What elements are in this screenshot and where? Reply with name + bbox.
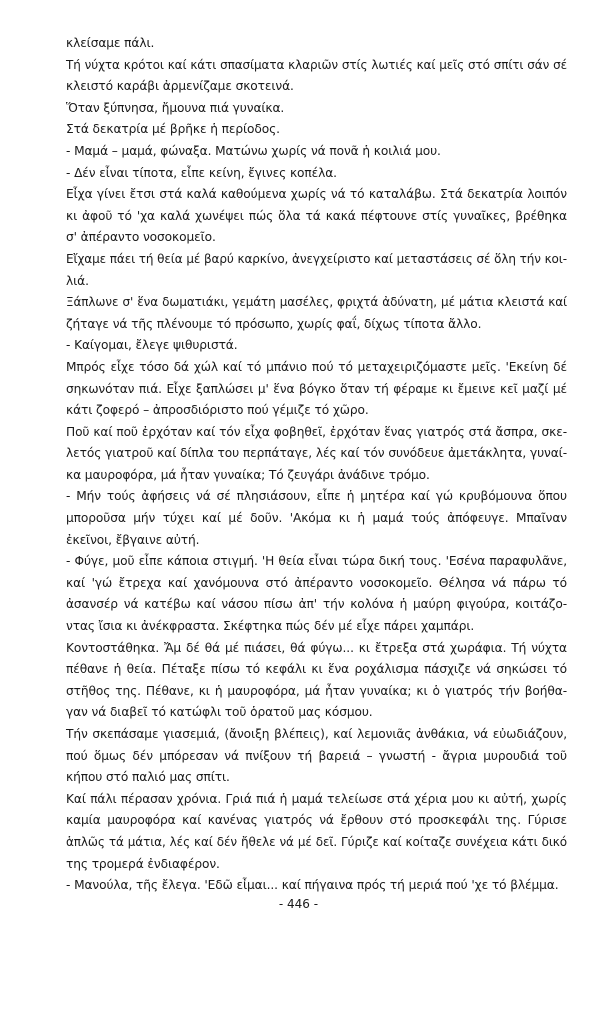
page-body — [66, 33, 567, 897]
text-line: λιά. — [66, 273, 89, 288]
text-line: κλείσαμε πάλι. — [66, 36, 155, 50]
text-line: καμία μαυροφόρα καί κανένας γιατρός νά ἔρθουν στό προσκεφάλι της. Γύρισε — [66, 813, 567, 828]
text-line: σηκωνόταν πιά. Εἶχε ξαπλώσει μ' ἕνα βόγκο ὅταν τή φέραμε κι ἔμεινε κεῖ μαζί μέ — [66, 381, 567, 396]
text-line: Εἶχα γίνει ἔτσι στά καλά καθούμενα χωρίς νά τό καταλάβω. Στά δεκατρία λοιπόν — [66, 187, 567, 202]
text-line: - Φύγε, μοῦ εἶπε κάποια στιγμή. 'Η θεία εἶναι τώρα δική τους. 'Εσένα παραφυλᾶνε, — [66, 554, 567, 569]
text-line: κάτι ζοφερό – ἀπροσδιόριστο πού γέμιζε τό χῶρο. — [66, 403, 369, 418]
text-line: της τρομερά ἐνδιαφέρον. — [66, 856, 220, 871]
text-line: - Καίγομαι, ἔλεγε ψιθυριστά. — [66, 338, 238, 353]
text-line: Τήν σκεπάσαμε γιασεμιά, (ἄνοιξη βλέπεις), καί λεμονιᾶς ἀνθάκια, νά εὐωδιάζουν, — [66, 727, 567, 741]
text-line: - Μήν τούς ἀφήσεις νά σέ πλησιάσουν, εἶπε ἡ μητέρα καί γώ κρυβόμουνα ὅπου — [66, 489, 567, 504]
text-line: ἐκεῖνοι, ἔβγαινε αὐτή. — [66, 532, 200, 547]
text-line: ἁπλῶς τά μάτια, λές καί δέν ἤθελε νά μέ δεῖ. Γύριζε καί κοίταζε συνέχεια κάτι δικό — [66, 834, 567, 849]
text-line: Ποῦ καί ποῦ ἐρχόταν καί τόν εἶχα φοβηθεῖ, ἐρχόταν ἕνας γιατρός στά ἄσπρα, σκε- — [66, 424, 567, 439]
text-line: ἀσανσέρ νά κατέβω καί νάσου πίσω ἀπ' τήν κολόνα ἡ μαύρη φιγούρα, κοιτάζο- — [66, 597, 567, 612]
text-line: Στά δεκατρία μέ βρῆκε ἡ περίοδος. — [66, 122, 280, 137]
text-line: πέθανε ἡ θεία. Πέταξε πίσω τό κεφάλι κι ἕνα ροχάλισμα πάσχιζε νά σηκώσει τό — [66, 662, 567, 677]
text-line: γαν νά διαβεῖ τό κατώφλι τοῦ ὁρατοῦ μας κόσμου. — [66, 705, 373, 720]
page-number: - 446 - — [278, 897, 319, 911]
text-line: κι ἀφοῦ τό 'χα καλά χωνέψει πώς ὅλα τά κακά πέφτουνε στίς γυναῖκες, βρέθηκα — [66, 208, 567, 223]
text-line: Κοντοστάθηκα. Ἄμ δέ θά μέ πιάσει, θά φύγω... κι ἔτρεξα στά χωράφια. Τή νύχτα — [66, 640, 567, 655]
text-line: Μπρός εἶχε τόσο δά χώλ καί τό μπάνιο πού τό μεταχειριζόμαστε μεῖς. 'Εκείνη δέ — [66, 359, 567, 374]
text-line: πού ὅμως δέν μπόρεσαν νά πνίξουν τή βαρειά – γνωστή - ἄγρια μυρουδιά τοῦ — [66, 748, 567, 763]
text-line: - Μανούλα, τῆς ἔλεγα. 'Εδῶ εἶμαι... καί πήγαινα πρός τή μεριά πού 'χε τό βλέμμα. — [66, 878, 559, 893]
text-line: Ξάπλωνε σ' ἕνα δωματιάκι, γεμάτη μασέλες, φριχτά ἀδύνατη, μέ μάτια κλειστά καί — [66, 295, 567, 310]
text-line: σ' ἀπέραντο νοσοκομεῖο. — [66, 230, 216, 245]
text-line: Τή νύχτα κρότοι καί κάτι σπασίματα κλαριῶν στίς λωτιές καί μεῖς στό σπίτι σάν σέ — [66, 57, 567, 72]
text-line: κήπου στό παλιό μας σπίτι. — [66, 770, 230, 785]
text-line: στῆθος της. Πέθανε, κι ἡ μαυροφόρα, μά ἦταν γυναίκα; κι ὁ γιατρός τήν βοήθα- — [66, 683, 567, 698]
text-line: λετός γιατροῦ καί δίπλα του περπάταγε, λές καί τόν συνόδευε ἀμετάκλητα, γυναί- — [66, 446, 567, 461]
text-line: Εἴχαμε πάει τή θεία μέ βαρύ καρκίνο, ἀνεγχείριστο καί μεταστάσεις σέ ὅλη τήν κοι- — [66, 251, 567, 266]
text-line: Καί πάλι πέρασαν χρόνια. Γριά πιά ἡ μαμά τελείωσε στά χέρια μου κι αὐτή, χωρίς — [66, 791, 567, 806]
text-line: καί 'γώ ἔτρεχα καί χανόμουνα στό ἀπέραντο νοσοκομεῖο. Θέλησα νά πάρω τό — [66, 575, 567, 590]
text-line: Ὅταν ξύπνησα, ἤμουνα πιά γυναίκα. — [66, 100, 285, 115]
text-line: κλειστό καράβι ἀρμενίζαμε σκοτεινά. — [66, 79, 294, 94]
text-line: ζήταγε νά τῆς πλένουμε τό πρόσωπο, χωρίς φαΐ, δίχως τίποτα ἄλλο. — [66, 316, 482, 331]
text-line: μποροῦσα μήν τύχει καί μέ δοῦν. 'Ακόμα κι ἡ μαμά τούς ἀπόφευγε. Μπαῖναν — [66, 511, 567, 526]
text-line: - Δέν εἶναι τίποτα, εἶπε κείνη, ἔγινες κοπέλα. — [66, 165, 337, 180]
text-line: - Μαμά – μαμά, φώναξα. Ματώνω χωρίς νά πονᾶ ἡ κοιλιά μου. — [66, 143, 441, 158]
text-line: κα μαυροφόρα, μά ἦταν γυναίκα; Τό ζευγάρι ἀνάδινε τρόμο. — [66, 467, 430, 482]
text-line: ντας ἴσια κι ἀνέκφραστα. Σκέφτηκα πώς δέν μέ εἶχε πάρει χαμπάρι. — [66, 619, 475, 634]
